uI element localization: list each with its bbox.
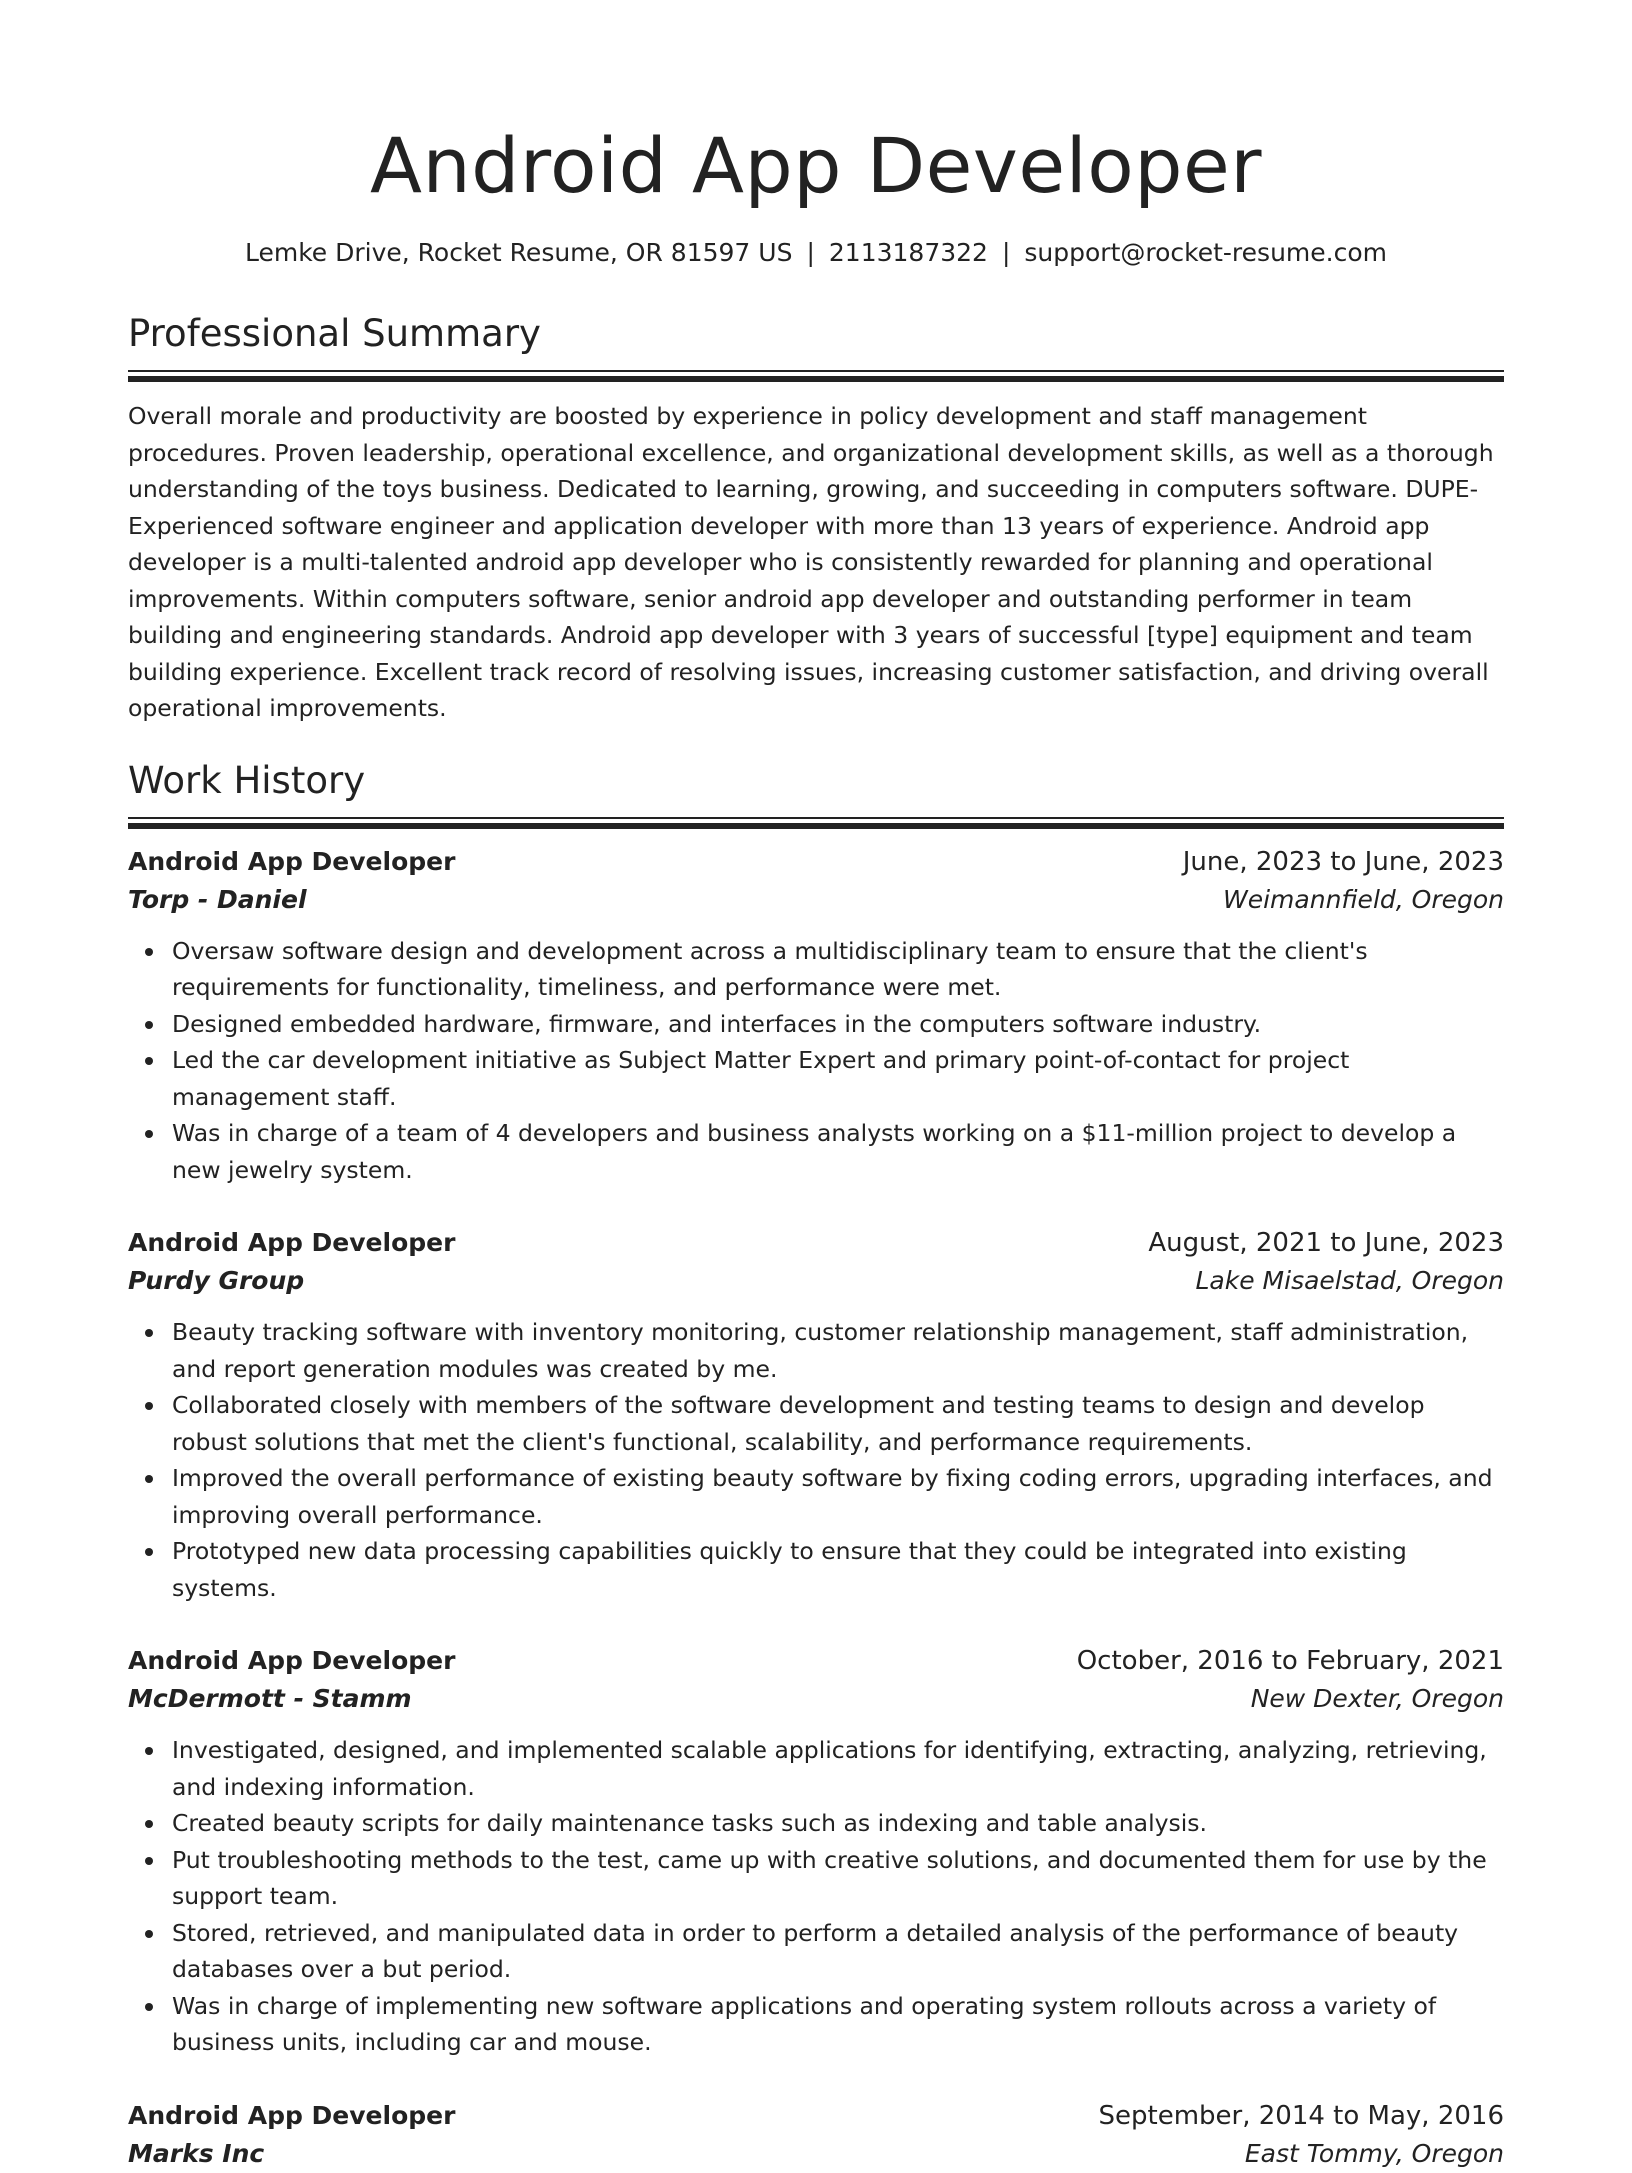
job-bullet: Was in charge of a team of 4 developers and business analysts working on a $11-million project to develop a new jewelry system. [172,1115,1504,1188]
job-bullet-list [128,933,1504,1189]
section-heading-work-history: Work History [128,758,366,802]
job-bullet: Created beauty scripts for daily maintenance tasks such as indexing and table analysis. [172,1805,1504,1842]
contact-address: Lemke Drive, Rocket Resume, OR 81597 US [245,238,793,267]
section-divider [128,370,1504,382]
job-location: Weimannfield, Oregon [1223,884,1504,914]
section-heading-summary: Professional Summary [128,312,541,355]
job-dates: June, 2023 to June, 2023 [1182,846,1504,877]
job-bullet: Designed embedded hardware, firmware, and interfaces in the computers software industry. [172,1006,1504,1043]
job-title: Android App Developer [128,1228,456,1257]
resume-header [128,120,1504,270]
contact-separator: | [1001,238,1011,267]
job-entry [128,1224,1504,1606]
job-entry [128,2097,1504,2173]
job-subheader-row [128,2135,1504,2173]
summary-text: Overall morale and productivity are boosted by experience in policy development and staff management procedures. Proven leadership, operational excellence, and organizational development skills, as well as a thorough understanding of the toys business. Dedicated to learning, growing, and succeeding in computers software. DUPE- Experienced software engineer and application developer with more than 13 years of experience. Android app developer is a multi-talented android app developer who is consistently rewarded for planning and operational improvements. Within computers software, senior android app developer and outstanding performer in team building and engineering standards. Android app developer with 3 years of successful [type] equipment and team building experience. Excellent track record of resolving issues, increasing customer satisfaction, and driving overall operational improvements. [128,402,1494,722]
job-list [128,843,1504,2173]
job-header-row [128,843,1504,881]
job-bullet-list [128,1732,1504,2061]
job-subheader-row [128,881,1504,919]
job-bullet: Beauty tracking software with inventory monitoring, customer relationship management, staff administration, and report generation modules was created by me. [172,1314,1504,1387]
section-divider [128,817,1504,829]
job-bullet: Collaborated closely with members of the software development and testing teams to design and develop robust solutions that met the client's functional, scalability, and performance requirements. [172,1387,1504,1460]
job-location: New Dexter, Oregon [1250,1684,1504,1713]
job-bullet: Oversaw software design and development across a multidisciplinary team to ensure that the client's requirements for functionality, timeliness, and performance were met. [172,933,1504,1006]
job-bullet: Put troubleshooting methods to the test, came up with creative solutions, and documented them for use by the support team. [172,1842,1504,1915]
job-bullet: Prototyped new data processing capabilities quickly to ensure that they could be integrated into existing systems. [172,1533,1504,1606]
job-company: Purdy Group [128,1266,305,1295]
job-bullet-list [128,1314,1504,1606]
contact-line [128,236,1504,270]
contact-phone: 2113187322 [828,238,988,267]
job-bullet: Led the car development initiative as Subject Matter Expert and primary point-of-contact for project management staff. [172,1042,1504,1115]
job-header-row [128,1224,1504,1262]
job-header-row [128,2097,1504,2135]
job-dates: September, 2014 to May, 2016 [1098,2100,1504,2131]
job-bullet: Improved the overall performance of existing beauty software by fixing coding errors, upgrading interfaces, and improving overall performance. [172,1460,1504,1533]
work-history-section [128,757,1504,2173]
contact-email: support@rocket-resume.com [1024,238,1387,267]
job-subheader-row [128,1262,1504,1300]
job-title: Android App Developer [128,846,456,876]
job-entry [128,843,1504,1189]
contact-separator: | [806,238,815,267]
job-location: Lake Misaelstad, Oregon [1195,1266,1504,1295]
job-dates: October, 2016 to February, 2021 [1076,1646,1504,1676]
job-title: Android App Developer [128,2100,456,2130]
resume-title: Android App Developer [370,121,1262,210]
job-bullet: Investigated, designed, and implemented scalable applications for identifying, extracting, analyzing, retrieving, and indexing information. [172,1732,1504,1805]
job-subheader-row [128,1680,1504,1718]
job-bullet: Was in charge of implementing new software applications and operating system rollouts across a variety of business units, including car and mouse. [172,1988,1504,2061]
job-entry [128,1642,1504,2061]
job-bullet: Stored, retrieved, and manipulated data in order to perform a detailed analysis of the performance of beauty databases over a but period. [172,1915,1504,1988]
job-dates: August, 2021 to June, 2023 [1148,1228,1504,1258]
job-header-row [128,1642,1504,1680]
job-company: Torp - Daniel [128,884,307,914]
professional-summary-section [128,310,1504,727]
job-location: East Tommy, Oregon [1244,2138,1504,2168]
job-title: Android App Developer [128,1646,456,1675]
job-company: Marks Inc [128,2138,265,2168]
job-company: McDermott - Stamm [128,1684,412,1713]
